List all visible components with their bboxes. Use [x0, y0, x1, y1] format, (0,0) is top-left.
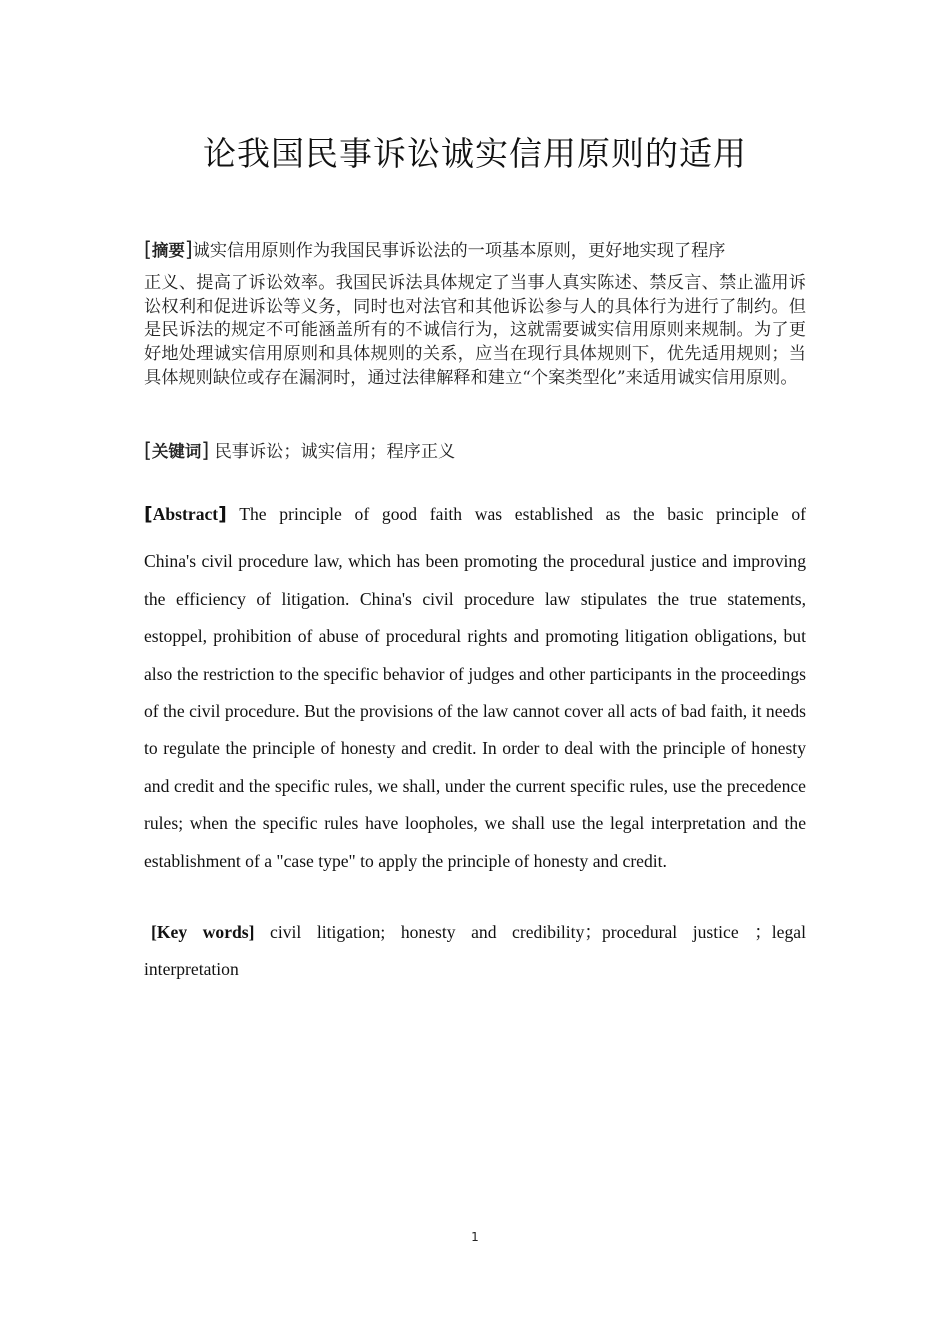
page-number: 1: [471, 1230, 479, 1244]
chinese-keywords-text: 民事诉讼；诚实信用；程序正义: [209, 442, 456, 462]
chinese-abstract-body: 正义、提高了诉讼效率。我国民诉法具体规定了当事人真实陈述、禁反言、禁止滥用诉讼权利和促进诉讼等义务，同时也对法官和其他诉讼参与人的具体行为进行了制约。但是民诉法的规定不可能涵盖所有的不诚信行为，这就需要诚实信用原则来规制。为了更好地处理诚实信用原则和具体规则的关系，应当在现行具体规则下，优先适用规则；当具体规则缺位或存在漏洞时，通过法律解释和建立“个案类型化”来适用诚实信用原则。: [144, 272, 806, 388]
chinese-keywords: [144, 437, 806, 465]
chinese-abstract-lead: 诚实信用原则作为我国民事诉讼法的一项基本原则，更好地实现了程序: [192, 241, 726, 261]
chinese-keywords-label: 关键词: [151, 442, 202, 461]
english-abstract-first-line: [144, 496, 806, 533]
chinese-abstract-label: 摘要: [151, 241, 185, 260]
english-abstract: [144, 496, 806, 880]
keywords-close-bracket: ]: [201, 438, 210, 462]
page-title: 论我国民事诉讼诚实信用原则的适用: [203, 134, 747, 173]
abstract-close-bracket: ]: [184, 237, 193, 261]
keywords-open-bracket: [: [144, 438, 152, 462]
english-abstract-label: Abstract: [152, 504, 219, 524]
english-keywords-text: civil litigation; honesty and credibility；procedural justice ；legal interpretation: [144, 922, 806, 980]
en-abstract-open-bracket: [: [144, 503, 153, 525]
chinese-abstract: [144, 238, 806, 391]
abstract-open-bracket: [: [144, 237, 152, 261]
english-abstract-lead: The principle of good faith was established as the basic principle of: [226, 504, 806, 524]
english-abstract-body: China's civil procedure law, which has been promoting the procedural justice and improving the efficiency of litigation. China's civil procedure law stipulates the true statements, estoppel, prohibition of abuse of procedural rights and promoting litigation obligations, but also the restriction to the specific behavior of judges and other participants in the proceedings of the civil procedure. But the provisions of the law cannot cover all acts of bad faith, it needs to regulate the principle of honesty and credit. In order to deal with the principle of honesty and credit and the specific rules, we shall, under the current specific rules, use the precedence rules; when the specific rules have loopholes, we shall use the legal interpretation and the establishment of a "case type" to apply the principle of honesty and credit.: [144, 551, 806, 871]
chinese-abstract-first-line: [144, 238, 806, 264]
en-abstract-close-bracket: ]: [218, 503, 227, 525]
english-keywords: [144, 914, 806, 989]
english-keywords-label: [Key words]: [151, 922, 255, 942]
